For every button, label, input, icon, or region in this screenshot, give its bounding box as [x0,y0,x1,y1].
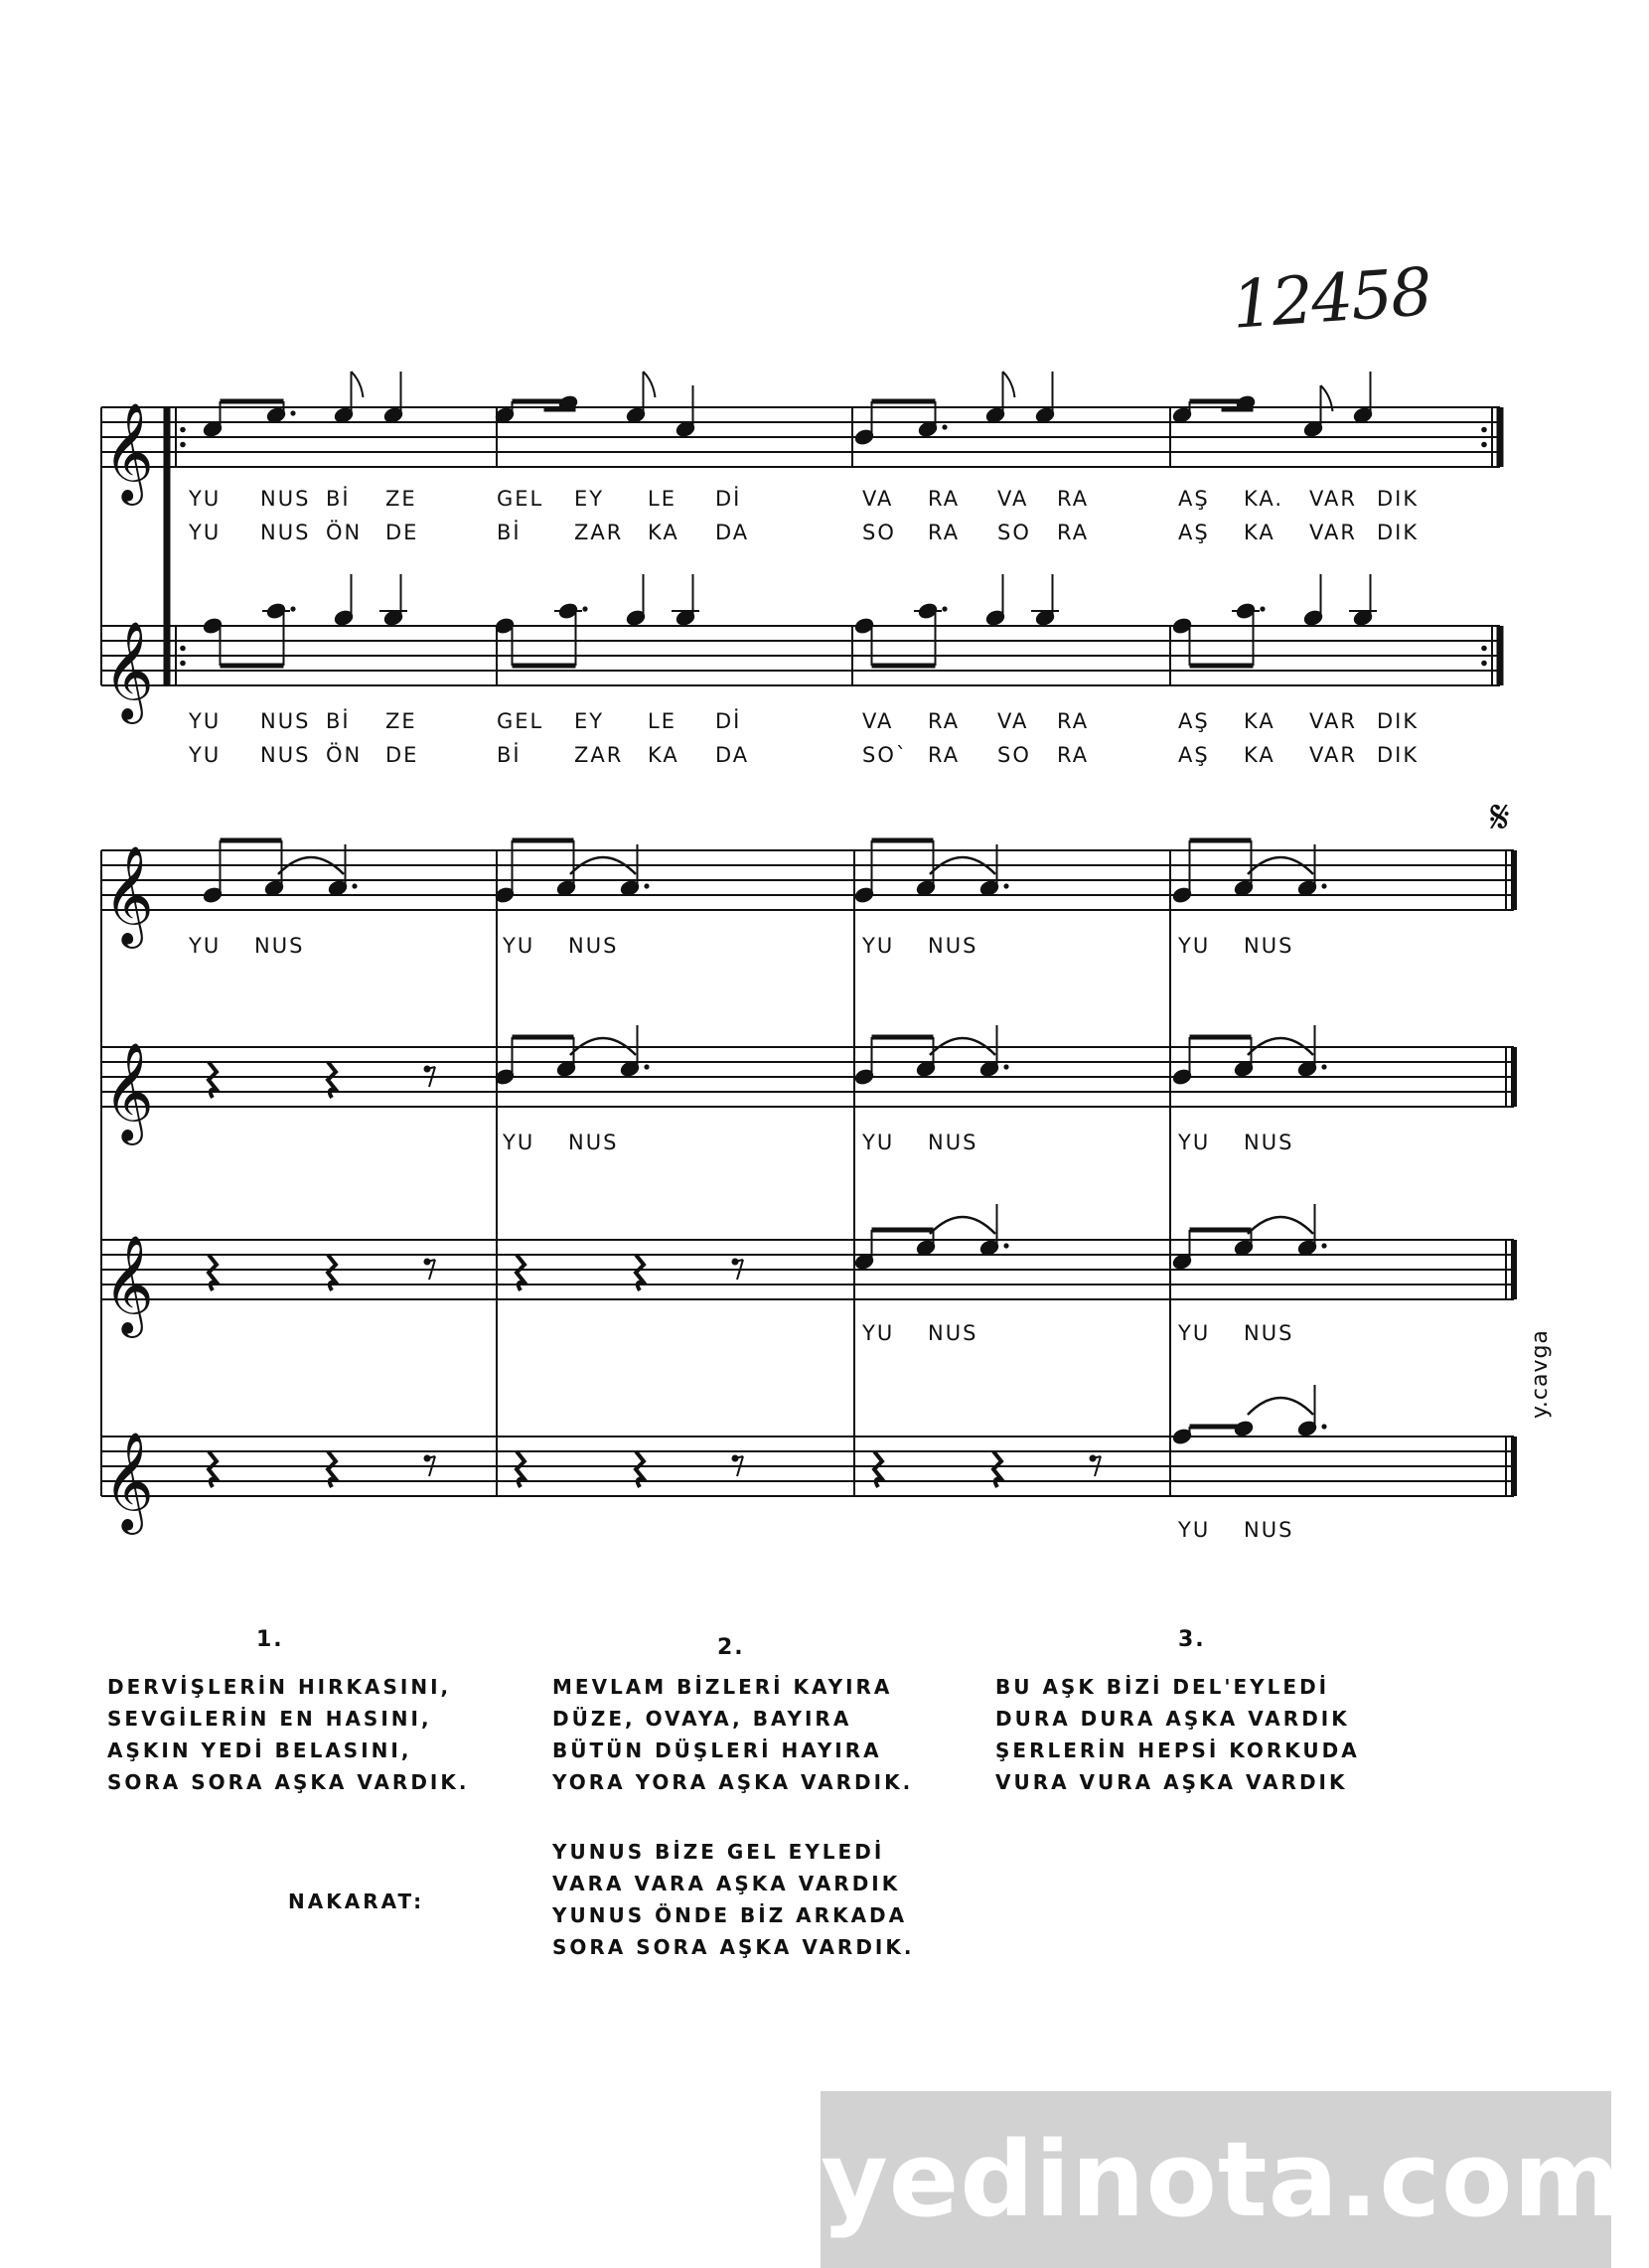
augmentation-dot [1003,1064,1008,1069]
lyric-syllable: ÖN [326,743,363,767]
lyric-syllable: SO [862,521,896,544]
lyric-syllable: AŞ [1178,487,1210,511]
treble-clef-icon: 𝄞 [103,1042,154,1141]
lyric-syllable: YU [862,1321,895,1345]
augmentation-dot [1003,1243,1008,1248]
lyric-syllable: VAR [1309,521,1357,544]
lyric-syllable: DIK [1377,521,1420,544]
verse-line: ŞERLERİN HEPSİ KORKUDA [995,1739,1360,1762]
lyric-syllable: KA. [1244,487,1284,511]
repeat-dot [180,427,186,433]
lyric-syllable: YU [189,709,222,733]
tie-arc [1248,1398,1313,1415]
augmentation-dot [1003,883,1008,888]
lyric-syllable: NUS [1244,1321,1294,1345]
lyric-syllable: Bİ [497,743,522,767]
tie-arc [1248,1217,1313,1234]
lyric-syllable: AŞ [1178,743,1210,767]
lyric-syllable: NUS [1244,934,1294,958]
lyric-syllable: NUS [568,1131,619,1154]
lyric-syllable: YU [1178,1131,1211,1154]
augmentation-dot [1321,883,1326,888]
augmentation-dot [644,883,649,888]
watermark-text: yedinota.com [821,2119,1622,2240]
treble-clef-icon: 𝄞 [103,621,154,720]
lyric-syllable: DE [385,743,419,767]
lyric-syllable: SO` [862,743,909,767]
verse-line: BU AŞK BİZİ DEL'EYLEDİ [995,1675,1330,1699]
chorus-label: NAKARAT: [288,1890,425,1913]
lyric-syllable: ZE [385,487,417,511]
verse-line: DÜZE, OVAYA, BAYIRA [552,1707,852,1731]
lyric-syllable: NUS [260,709,311,733]
augmentation-dot [1260,606,1265,611]
treble-clef-icon: 𝄞 [103,1235,154,1334]
lyric-syllable: RA [1057,743,1090,767]
lyric-syllable: NUS [928,1321,978,1345]
lyric-syllable: YU [1178,1518,1211,1542]
lyric-syllable: VA [997,709,1029,733]
augmentation-dot [582,606,587,611]
lyric-syllable: ZAR [574,521,624,544]
lyric-syllable: VAR [1309,487,1357,511]
augmentation-dot [352,883,357,888]
note-flag [1003,372,1015,397]
chorus-line: YUNUS BİZE GEL EYLEDİ [552,1840,885,1864]
lyric-syllable: DIK [1377,743,1420,767]
lyric-syllable: RA [1057,709,1090,733]
augmentation-dot [1321,1064,1326,1069]
lyric-syllable: AŞ [1178,709,1210,733]
repeat-dot [180,661,186,667]
augmentation-dot [942,424,947,429]
tie-arc [930,1217,995,1234]
lyric-syllable: DIK [1377,487,1420,511]
lyric-syllable: KA [648,521,679,544]
lyric-syllable: EY [574,709,605,733]
verse-line: SORA SORA AŞKA VARDIK. [107,1770,470,1794]
lyric-syllable: Bİ [497,521,522,544]
verse-line: SEVGİLERİN EN HASINI, [107,1707,432,1731]
lyric-syllable: NUS [260,743,311,767]
verse-line: YORA YORA AŞKA VARDIK. [552,1770,914,1794]
lyric-syllable: AŞ [1178,521,1210,544]
verse-2-number: 2. [717,1635,745,1660]
lyric-syllable: LE [648,487,676,511]
repeat-dot [1481,646,1487,652]
augmentation-dot [290,606,295,611]
lyric-syllable: GEL [497,487,544,511]
lyric-syllable: YU [503,1131,535,1154]
lyric-syllable: NUS [1244,1131,1294,1154]
lyric-syllable: VAR [1309,743,1357,767]
lyric-syllable: NUS [1244,1518,1294,1542]
lyric-syllable: YU [189,487,222,511]
lyric-syllable: YU [189,743,222,767]
lyric-syllable: NUS [254,934,305,958]
verse-3-number: 3. [1178,1627,1206,1652]
lyric-syllable: KA [1244,743,1275,767]
lyric-syllable: YU [189,934,222,958]
treble-clef-icon: 𝄞 [103,845,154,945]
lyric-syllable: Bİ [326,487,351,511]
verse-line: DERVİŞLERİN HIRKASINI, [107,1675,452,1699]
lyric-syllable: SO [997,521,1031,544]
lyric-syllable: RA [928,521,961,544]
augmentation-dot [942,606,947,611]
lyric-syllable: NUS [568,934,619,958]
lyric-syllable: NUS [928,1131,978,1154]
verse-2 [552,1671,913,1798]
lyric-syllable: RA [928,487,961,511]
lyric-syllable: YU [189,521,222,544]
lyric-syllable: LE [648,709,676,733]
lyric-syllable: YU [1178,934,1211,958]
watermark [821,2091,1622,2268]
lyric-syllable: Dİ [715,487,742,511]
lyric-syllable: VA [862,709,894,733]
lyric-syllable: SO [997,743,1031,767]
lyric-syllable: NUS [260,487,311,511]
lyric-syllable: RA [1057,487,1090,511]
lyric-syllable: YU [503,934,535,958]
verse-3 [995,1671,1360,1798]
lyric-syllable: KA [1244,709,1275,733]
catalog-number: 12458 [1229,253,1433,344]
lyric-syllable: GEL [497,709,544,733]
lyric-syllable: VA [862,487,894,511]
lyric-syllable: YU [1178,1321,1211,1345]
lyric-syllable: YU [862,934,895,958]
lyric-syllable: NUS [260,521,311,544]
augmentation-dot [290,410,295,415]
repeat-dot [1481,661,1487,667]
lyric-syllable: VAR [1309,709,1357,733]
lyric-syllable: DA [715,521,750,544]
lyric-syllable: ÖN [326,521,363,544]
treble-clef-icon: 𝄞 [103,402,154,502]
lyric-syllable: YU [862,1131,895,1154]
repeat-dot [180,646,186,652]
lyric-syllable: DE [385,521,419,544]
augmentation-dot [644,1064,649,1069]
lyric-syllable: KA [648,743,679,767]
composer-signature: y.cavga [1528,1329,1553,1419]
verse-line: DURA DURA AŞKA VARDIK [995,1707,1350,1731]
note-flag [644,372,656,397]
repeat-dot [180,442,186,448]
lyric-syllable: ZE [385,709,417,733]
chorus-line: VARA VARA AŞKA VARDIK [552,1872,901,1895]
lyric-syllable: VA [997,487,1029,511]
lyric-syllable: DIK [1377,709,1420,733]
chorus-line: SORA SORA AŞKA VARDIK. [552,1935,915,1959]
verse-line: AŞKIN YEDİ BELASINI, [107,1739,412,1762]
lyric-syllable: NUS [928,934,978,958]
augmentation-dot [1321,1243,1326,1248]
verse-line: VURA VURA AŞKA VARDIK [995,1770,1348,1794]
lyric-syllable: DA [715,743,750,767]
verse-1-number: 1. [256,1627,284,1652]
lyric-syllable: EY [574,487,605,511]
note-flag [352,372,364,397]
lyric-syllable: KA [1244,521,1275,544]
repeat-dot [1481,442,1487,448]
lyric-syllable: ZAR [574,743,624,767]
chorus [552,1836,914,1963]
lyric-syllable: RA [1057,521,1090,544]
augmentation-dot [1321,1424,1326,1429]
treble-clef-icon: 𝄞 [103,1432,154,1531]
verse-line: BÜTÜN DÜŞLERİ HAYIRA [552,1739,882,1762]
lyric-syllable: RA [928,743,961,767]
lyric-syllable: Bİ [326,709,351,733]
verse-line: MEVLAM BİZLERİ KAYIRA [552,1675,893,1699]
repeat-dot [1481,427,1487,433]
chorus-line: YUNUS ÖNDE BİZ ARKADA [552,1903,908,1927]
verse-1 [107,1671,469,1798]
segno-icon: 𝄋 [1490,790,1510,843]
lyric-syllable: RA [928,709,961,733]
lyric-syllable: Dİ [715,709,742,733]
